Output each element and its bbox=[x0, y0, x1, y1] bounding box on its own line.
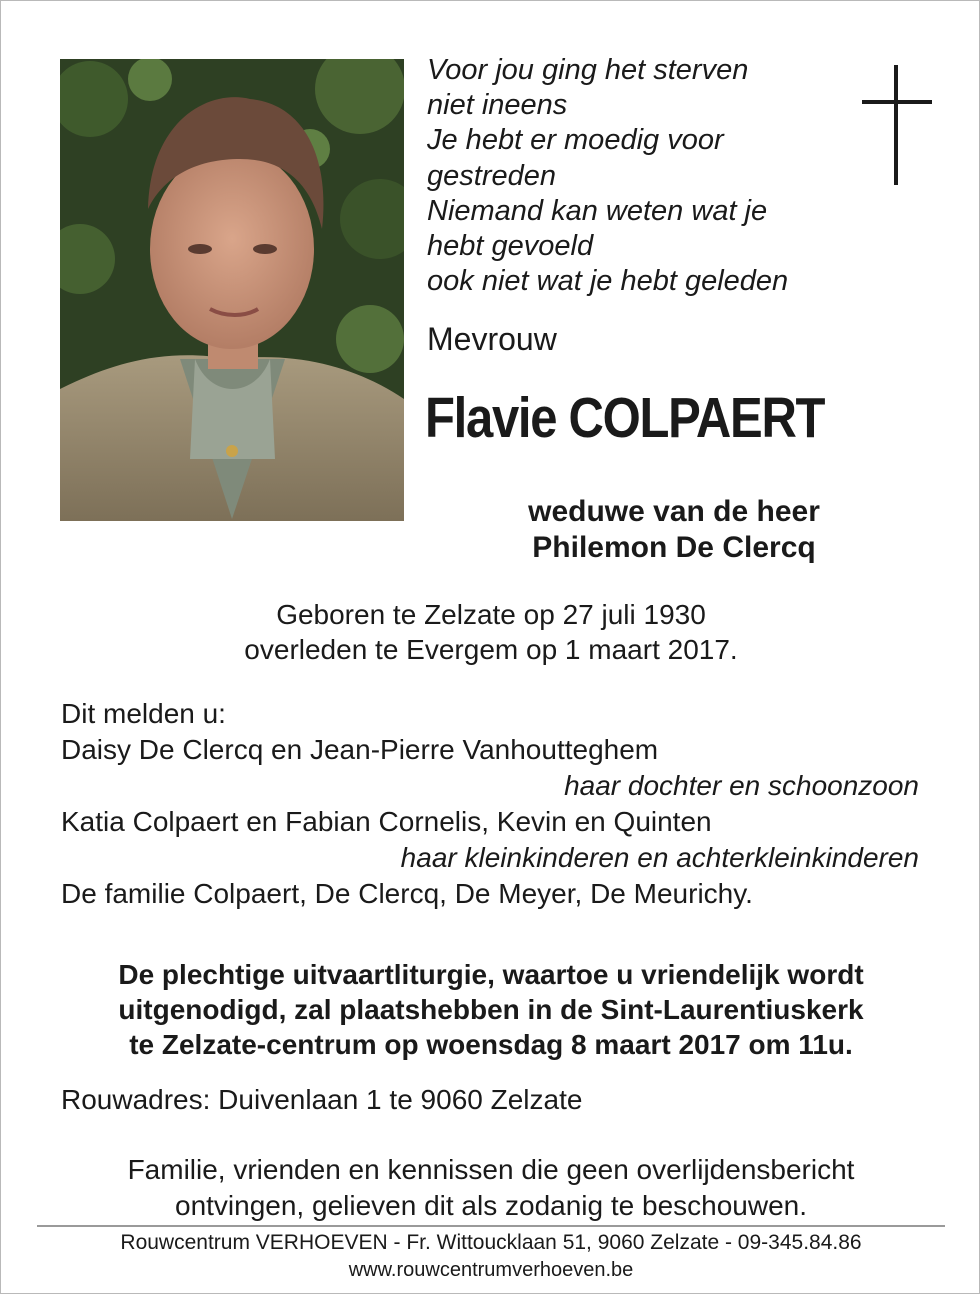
poem-line: Niemand kan weten wat je bbox=[427, 194, 768, 227]
death-date: overleden te Evergem op 1 maart 2017. bbox=[244, 634, 738, 665]
family-relation: haar dochter en schoonzoon bbox=[564, 770, 919, 801]
poem bbox=[427, 53, 857, 299]
ceremony-announcement bbox=[41, 957, 941, 1062]
poem-line: hebt gevoeld bbox=[427, 230, 594, 263]
poem-line: Voor jou ging het sterven bbox=[427, 54, 749, 86]
poem-line: niet ineens bbox=[427, 89, 568, 122]
widow-statement bbox=[431, 494, 917, 566]
family-intro: Dit melden u: bbox=[61, 698, 226, 729]
family-list bbox=[61, 696, 919, 912]
mourning-address: Rouwadres: Duivenlaan 1 te 9060 Zelzate bbox=[61, 1084, 583, 1115]
family-closing: De familie Colpaert, De Clercq, De Meyer, De Meurichy. bbox=[61, 878, 753, 909]
poem-line: ook niet wat je hebt geleden bbox=[427, 265, 789, 298]
divider bbox=[37, 1225, 945, 1227]
funeral-home-website[interactable]: www.rouwcentrumverhoeven.be bbox=[348, 1259, 634, 1281]
widow-line: weduwe van de heer bbox=[528, 495, 820, 528]
portrait-illustration bbox=[60, 59, 404, 521]
family-names: Daisy De Clercq en Jean-Pierre Vanhoutteghem bbox=[61, 734, 659, 765]
cross-icon-horizontal bbox=[862, 100, 932, 104]
poem-line: Je hebt er moedig voor bbox=[427, 124, 724, 157]
birth-date: Geboren te Zelzate op 27 juli 1930 bbox=[276, 599, 706, 630]
salutation: Mevrouw bbox=[427, 321, 557, 357]
deceased-name: Flavie COLPAERT bbox=[425, 386, 825, 450]
ceremony-line: uitgenodigd, zal plaatshebben in de Sint-Laurentiuskerk bbox=[118, 994, 864, 1025]
portrait-photo bbox=[60, 59, 404, 521]
ceremony-line: te Zelzate-centrum op woensdag 8 maart 2017 om 11u. bbox=[129, 1029, 853, 1060]
closing-line: Familie, vrienden en kennissen die geen overlijdensbericht bbox=[127, 1154, 855, 1185]
closing-line: ontvingen, gelieven dit als zodanig te beschouwen. bbox=[175, 1190, 807, 1221]
poem-line: gestreden bbox=[427, 159, 556, 192]
funeral-home-info: Rouwcentrum VERHOEVEN - Fr. Wittoucklaan 51, 9060 Zelzate - 09-345.84.86 bbox=[120, 1231, 862, 1254]
widow-line: Philemon De Clercq bbox=[532, 531, 816, 564]
family-relation: haar kleinkinderen en achterkleinkinderen bbox=[400, 842, 919, 873]
life-dates bbox=[41, 597, 941, 667]
closing-note bbox=[41, 1152, 941, 1224]
ceremony-line: De plechtige uitvaartliturgie, waartoe u vriendelijk wordt bbox=[118, 959, 864, 990]
family-names: Katia Colpaert en Fabian Cornelis, Kevin en Quinten bbox=[61, 806, 712, 837]
cross-icon-vertical bbox=[894, 65, 898, 185]
